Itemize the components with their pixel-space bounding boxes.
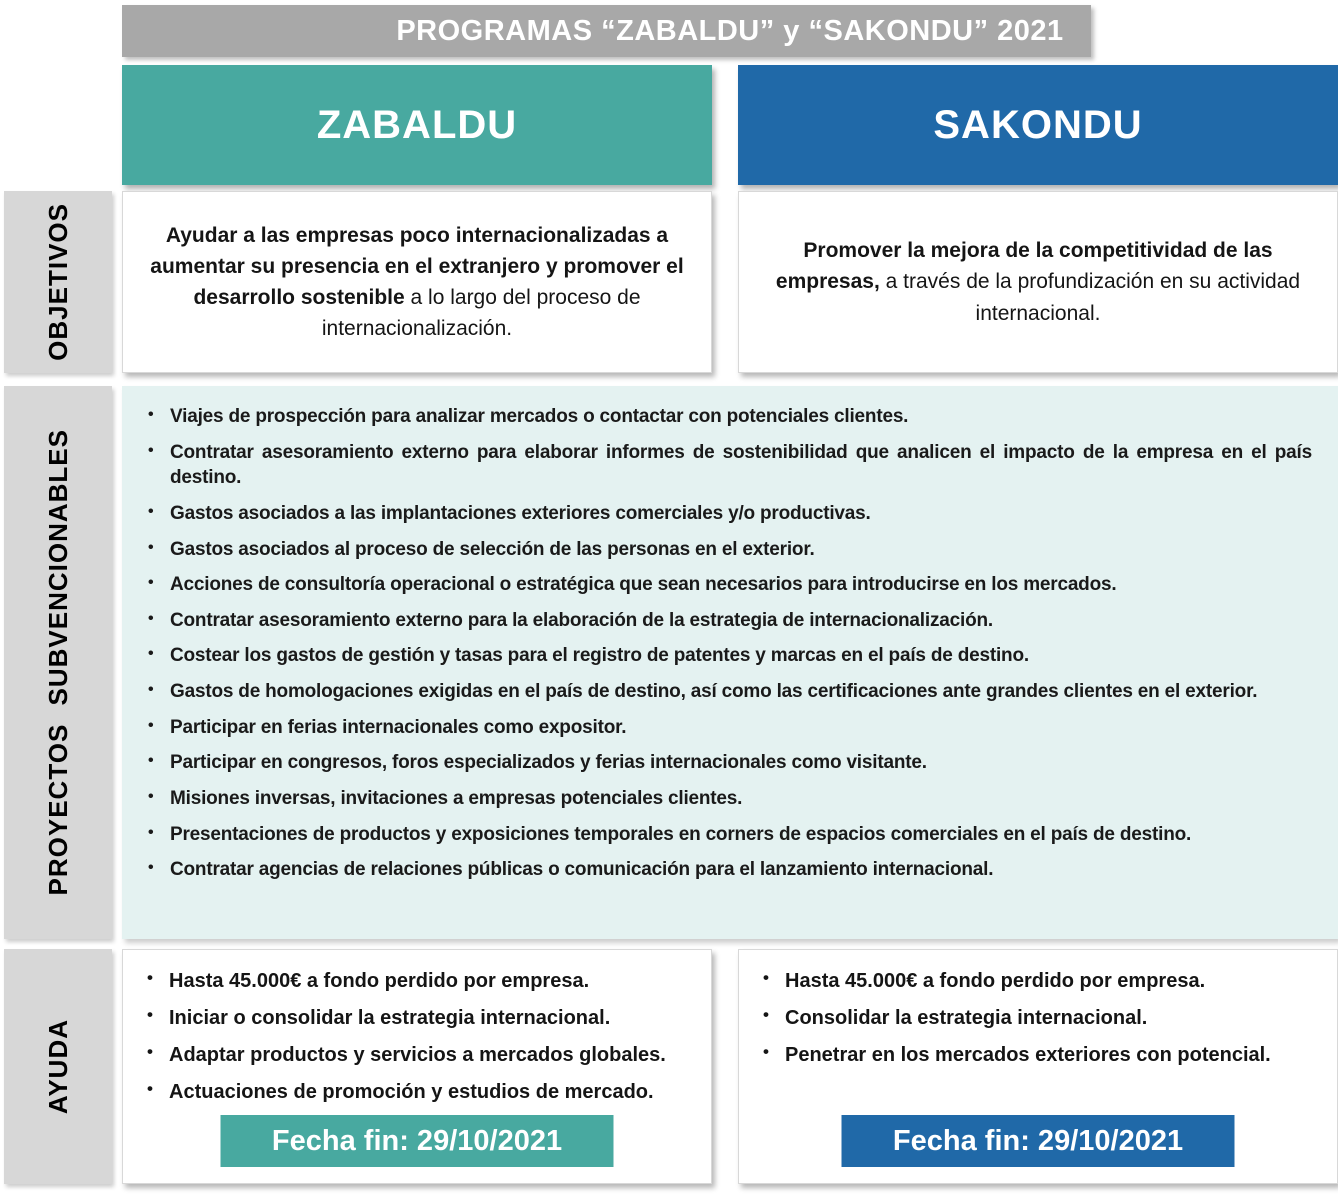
list-item: • Hasta 45.000€ a fondo perdido por empresa. (141, 968, 691, 994)
ayuda-label-text: AYUDA (42, 1018, 73, 1115)
list-item: • Participar en congresos, foros especializados y ferias internacionales como visitante. (144, 750, 1312, 776)
sakondu-aid-panel (738, 949, 1338, 1184)
title-bar (122, 5, 1338, 57)
list-item: • Consolidar la estrategia internacional. (757, 1005, 1317, 1031)
list-item: • Gastos asociados a las implantaciones exteriores comerciales y/o productivas. (144, 501, 1312, 527)
zabaldu-title: ZABALDU (316, 102, 518, 147)
sakondu-aid-list (757, 968, 1317, 1068)
list-item: • Contratar asesoramiento externo para la elaboración de la estrategia de internacionalización. (144, 608, 1312, 634)
list-item: • Gastos de homologaciones exigidas en el país de destino, así como las certificaciones ante grandes clientes en el exterior. (144, 679, 1312, 705)
list-item: • Contratar asesoramiento externo para elaborar informes de sostenibilidad que analicen el impacto de la empresa en el país destino. (144, 440, 1312, 491)
sakondu-header (738, 65, 1338, 185)
ayuda-row-label (4, 949, 112, 1184)
list-item: • Misiones inversas, invitaciones a empresas potenciales clientes. (144, 786, 1312, 812)
zabaldu-objective-panel (122, 191, 712, 373)
list-item: • Participar en ferias internacionales como expositor. (144, 715, 1312, 741)
objetivos-row-label (4, 191, 112, 373)
list-item: • Adaptar productos y servicios a mercados globales. (141, 1042, 691, 1068)
subsidizable-projects-list (144, 404, 1312, 883)
page-title: PROGRAMAS “ZABALDU” y “SAKONDU” 2021 (396, 15, 1064, 47)
zabaldu-objective-bold: Ayudar a las empresas poco internacionalizadas a aumentar su presencia en el extranjero y promover el desarrollo sostenible (150, 223, 684, 309)
list-item: • Contratar agencias de relaciones públicas o comunicación para el lanzamiento internacional. (144, 857, 1312, 883)
proyectos-label-text: PROYECTOS SUBVENCIONABLES (42, 429, 73, 896)
list-item: • Costear los gastos de gestión y tasas para el registro de patentes y marcas en el país de destino. (144, 643, 1312, 669)
sakondu-objective-rest: a través de la profundización en su actividad internacional. (885, 270, 1301, 325)
header-label-spacer (4, 65, 112, 185)
sakondu-title: SAKONDU (933, 102, 1143, 147)
list-item: • Penetrar en los mercados exteriores con potencial. (757, 1042, 1317, 1068)
zabaldu-objective-rest: a lo largo del proceso de internacionalización. (321, 286, 641, 341)
list-item: • Iniciar o consolidar la estrategia internacional. (141, 1005, 691, 1031)
list-item: • Presentaciones de productos y exposiciones temporales en corners de espacios comerciales en el país de destino. (144, 822, 1312, 848)
zabaldu-aid-list (141, 968, 691, 1105)
list-item: • Viajes de prospección para analizar mercados o contactar con potenciales clientes. (144, 404, 1312, 430)
sakondu-objective-text (755, 235, 1321, 328)
list-item: • Acciones de consultoría operacional o estratégica que sean necesarios para introducirse en los mercados. (144, 572, 1312, 598)
sakondu-objective-panel (738, 191, 1338, 373)
title-label-spacer (4, 5, 112, 57)
subsidizable-projects-panel (122, 386, 1338, 939)
zabaldu-objective-text (139, 220, 695, 344)
list-item: • Actuaciones de promoción y estudios de mercado. (141, 1079, 691, 1105)
proyectos-row-label (4, 386, 112, 939)
objetivos-label-text: OBJETIVOS (42, 203, 73, 361)
zabaldu-deadline-badge: Fecha fin: 29/10/2021 (221, 1115, 614, 1167)
zabaldu-header (122, 65, 712, 185)
sakondu-deadline-badge: Fecha fin: 29/10/2021 (842, 1115, 1235, 1167)
zabaldu-aid-panel (122, 949, 712, 1184)
list-item: • Hasta 45.000€ a fondo perdido por empresa. (757, 968, 1317, 994)
sakondu-objective-bold: Promover la mejora de la competitividad de las empresas, (775, 239, 1273, 294)
list-item: • Gastos asociados al proceso de selección de las personas en el exterior. (144, 537, 1312, 563)
